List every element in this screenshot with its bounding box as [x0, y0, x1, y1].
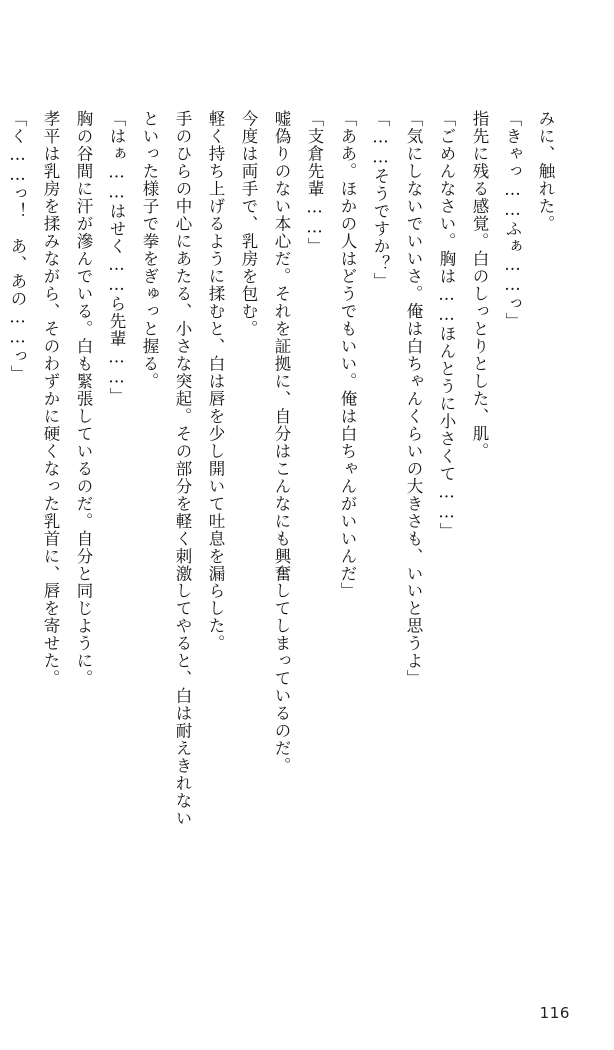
paragraph: 「気にしないでいいさ。俺は白ちゃんくらいの大きさも、いいと思うよ」: [404, 110, 423, 688]
paragraph: といった様子で拳をぎゅっと握る。: [140, 110, 159, 390]
page-number: 116: [539, 1004, 570, 1022]
paragraph: 軽く持ち上げるように揉むと、白は唇を少し開いて吐息を漏らした。: [206, 110, 225, 653]
paragraph: 「支倉先輩……」: [305, 110, 324, 255]
paragraph: 今度は両手で、乳房を包む。: [239, 110, 258, 338]
paragraph: 「きゃっ……ふぁ……っ」: [503, 110, 522, 330]
paragraph: みに、触れた。: [536, 110, 555, 233]
paragraph: 手のひらの中心にあたる、小さな突起。その部分を軽く刺激してやると、白は耐えきれない: [173, 110, 192, 828]
vertical-text-body: [8, 110, 562, 990]
paragraph: 「ごめんなさい。胸は……ほんとうに小さくて……」: [437, 110, 456, 540]
paragraph: 「はぁ……はせく……ら先輩……」: [107, 110, 126, 405]
paragraph: 指先に残る感覚。白のしっとりとした、肌。: [470, 110, 489, 460]
paragraph: 孝平は乳房を揉みながら、そのわずかに硬くなった乳首に、唇を寄せた。: [41, 110, 60, 688]
paragraph: 胸の谷間に汗が滲んでいる。白も緊張しているのだ。自分と同じように。: [74, 110, 93, 688]
paragraph: 「……そうですか？」: [371, 110, 390, 290]
paragraph: 「く……っ！ あ、あの……っ」: [8, 110, 27, 383]
paragraph: 「ああ。ほかの人はどうでもいい。俺は白ちゃんがいいんだ」: [338, 110, 357, 600]
paragraph: 嘘偽りのない本心だ。それを証拠に、自分はこんなにも興奮してしまっているのだ。: [272, 110, 291, 775]
